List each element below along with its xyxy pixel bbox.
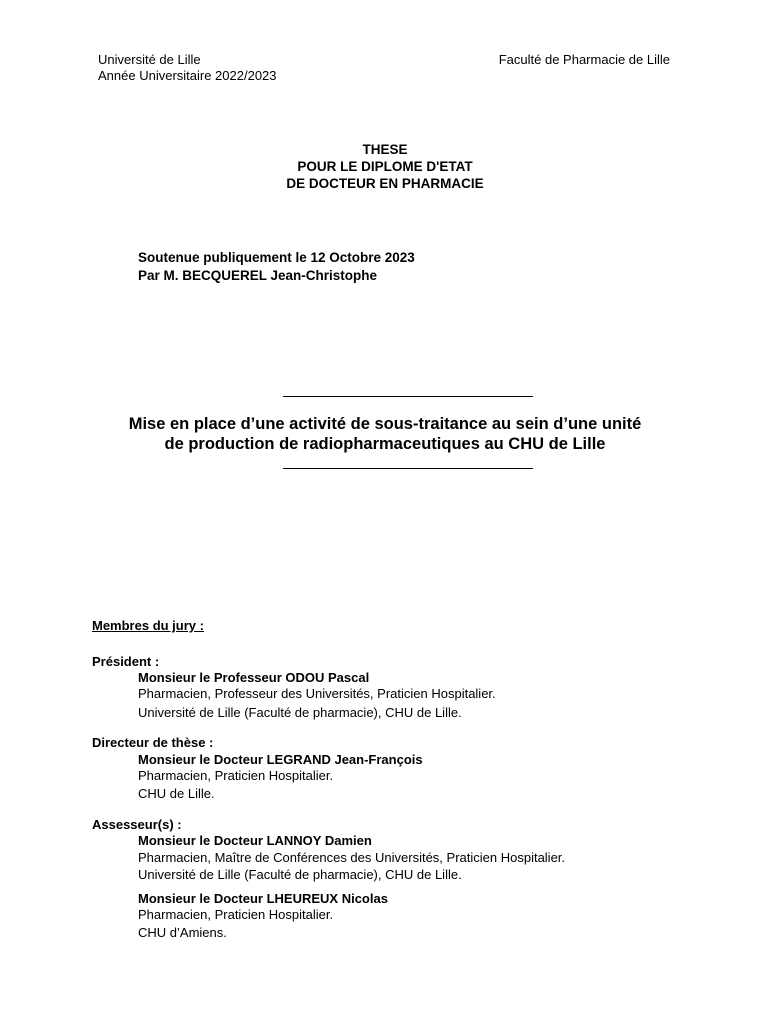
thesis-heading <box>0 141 770 192</box>
president-title: Pharmacien, Professeur des Universités, Praticien Hospitalier. <box>138 686 496 701</box>
director-affiliation: CHU de Lille. <box>138 786 215 801</box>
assessor-2-title: Pharmacien, Praticien Hospitalier. <box>138 907 334 922</box>
assessor-1-title: Pharmacien, Maître de Conférences des Universités, Praticien Hospitalier. <box>138 850 566 865</box>
director-name: Monsieur le Docteur LEGRAND Jean-François <box>138 752 423 767</box>
president-role: Président : <box>92 654 160 669</box>
jury-heading: Membres du jury : <box>92 618 204 633</box>
title-rule-top <box>283 396 533 397</box>
academic-year: Année Universitaire 2022/2023 <box>98 68 277 83</box>
thesis-heading-line-1: THESE <box>362 142 408 157</box>
thesis-title-line-2: de production de radiopharmaceutiques au CHU de Lille <box>164 435 606 453</box>
faculty-name: Faculté de Pharmacie de Lille <box>498 52 670 67</box>
thesis-title <box>0 414 770 454</box>
director-role: Directeur de thèse : <box>92 735 214 750</box>
assessor-1-affiliation: Université de Lille (Faculté de pharmacie), CHU de Lille. <box>138 867 462 882</box>
assessors-role: Assesseur(s) : <box>92 817 182 832</box>
assessor-2-name: Monsieur le Docteur LHEUREUX Nicolas <box>138 891 388 906</box>
thesis-heading-line-2: POUR LE DIPLOME D'ETAT <box>297 159 473 174</box>
university-name: Université de Lille <box>98 52 201 67</box>
assessor-1-name: Monsieur le Docteur LANNOY Damien <box>138 833 372 848</box>
thesis-author: Par M. BECQUEREL Jean-Christophe <box>138 268 378 283</box>
defense-date: Soutenue publiquement le 12 Octobre 2023 <box>138 250 415 265</box>
president-affiliation: Université de Lille (Faculté de pharmacie), CHU de Lille. <box>138 705 462 720</box>
president-name: Monsieur le Professeur ODOU Pascal <box>138 670 370 685</box>
director-title: Pharmacien, Praticien Hospitalier. <box>138 768 334 783</box>
thesis-heading-line-3: DE DOCTEUR EN PHARMACIE <box>286 176 484 191</box>
assessor-2-affiliation: CHU d’Amiens. <box>138 925 227 940</box>
title-rule-bottom <box>283 468 533 469</box>
thesis-title-line-1: Mise en place d’une activité de sous-traitance au sein d’une unité <box>128 415 642 433</box>
